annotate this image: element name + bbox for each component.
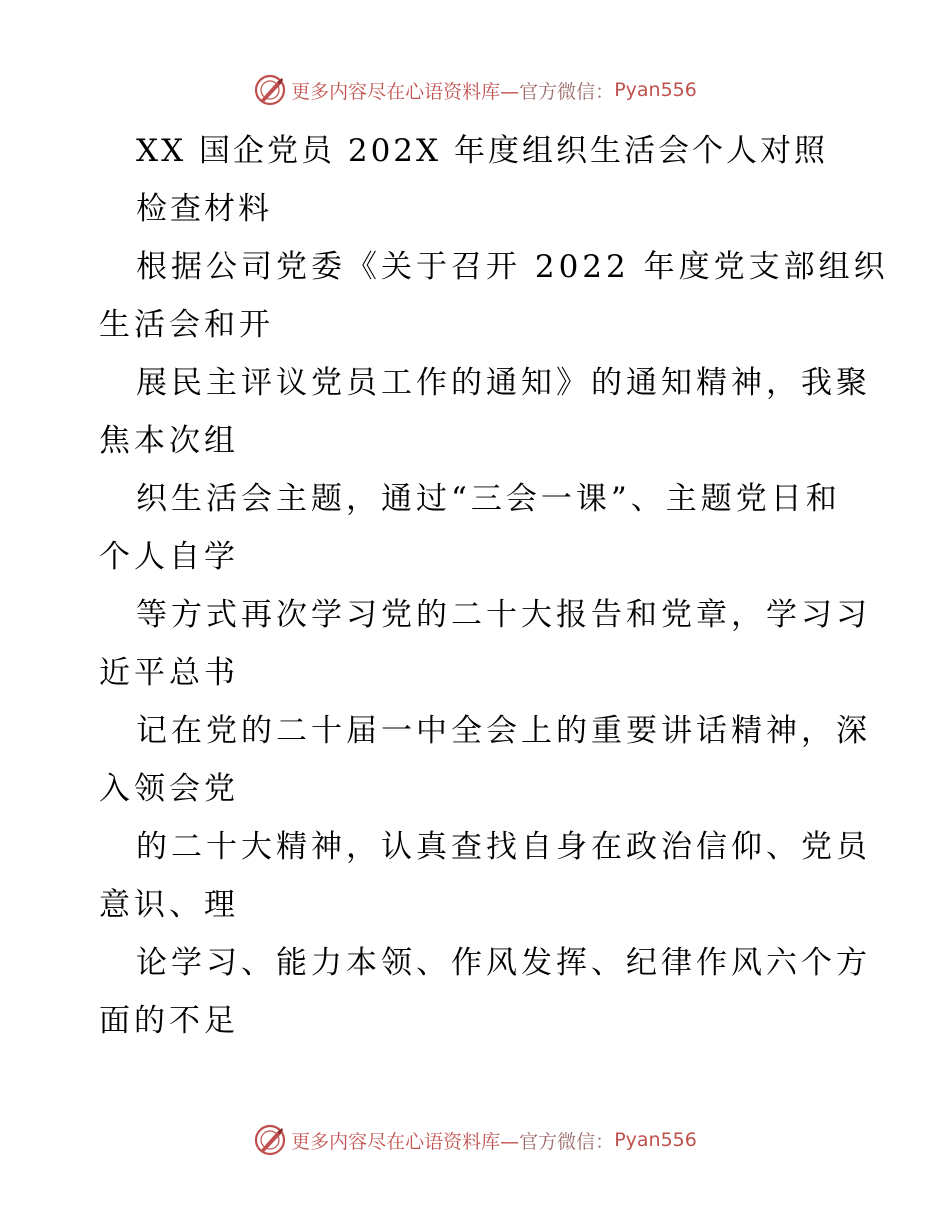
paragraph-line: 近平总书 xyxy=(99,655,239,691)
paragraph-line: 等方式再次学习党的二十大报告和党章，学习习 xyxy=(136,597,871,633)
document-title-line-1: XX 国企党员 202X 年度组织生活会个人对照 xyxy=(136,133,828,169)
paragraph-line: 展民主评议党员工作的通知》的通知精神，我聚 xyxy=(136,365,871,401)
paragraph-line: 焦本次组 xyxy=(99,423,239,459)
banner-text: 更多内容尽在心语资料库— xyxy=(291,1130,520,1153)
header-banner xyxy=(0,70,950,110)
paragraph-line: 面的不足 xyxy=(99,1003,239,1039)
banner-wechat-id: Pyan556 xyxy=(614,79,697,101)
paragraph-line: 意识、理 xyxy=(99,887,239,923)
document-title-line-2: 检查材料 xyxy=(136,191,272,227)
paragraph-line: 生活会和开 xyxy=(99,307,274,343)
paragraph-line: 织生活会主题，通过“三会一课”、主题党日和 xyxy=(136,481,841,517)
paragraph-line: 的二十大精神，认真查找自身在政治信仰、党员 xyxy=(136,829,871,865)
paragraph-line: 根据公司党委《关于召开 2022 年度党支部组织 xyxy=(136,249,889,285)
footer-banner xyxy=(0,1120,950,1160)
paragraph-line: 论学习、能力本领、作风发挥、纪律作风六个方 xyxy=(136,945,871,981)
document-body xyxy=(99,122,889,1050)
banner-wechat-id: Pyan556 xyxy=(614,1129,697,1151)
quill-pen-logo-icon xyxy=(253,1123,287,1157)
quill-pen-logo-icon xyxy=(253,73,287,107)
banner-wechat-label: 官方微信： xyxy=(519,1130,615,1153)
paragraph-line: 个人自学 xyxy=(99,539,239,575)
paragraph-line: 入领会党 xyxy=(99,771,239,807)
banner-text: 更多内容尽在心语资料库— xyxy=(291,80,520,103)
banner-wechat-label: 官方微信： xyxy=(519,80,615,103)
paragraph-line: 记在党的二十届一中全会上的重要讲话精神，深 xyxy=(136,713,871,749)
